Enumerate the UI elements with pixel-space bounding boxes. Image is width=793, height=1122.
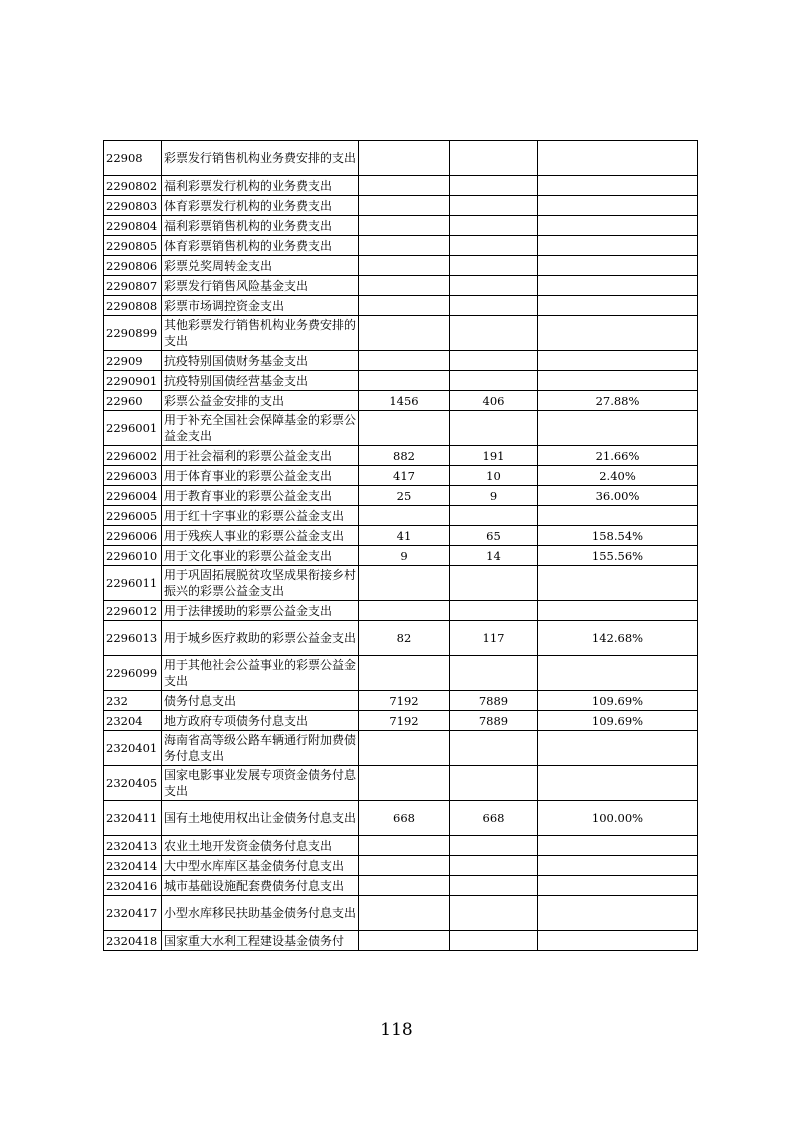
cell-ratio: 142.68% [538, 621, 698, 656]
table-row [104, 391, 698, 411]
table-row [104, 176, 698, 196]
cell-actual: 9 [450, 486, 538, 506]
cell-actual [450, 566, 538, 601]
cell-ratio [538, 656, 698, 691]
cell-name: 用于社会福利的彩票公益金支出 [162, 446, 359, 466]
cell-code: 2320405 [104, 766, 162, 801]
cell-ratio: 21.66% [538, 446, 698, 466]
table-row [104, 466, 698, 486]
cell-ratio [538, 196, 698, 216]
cell-name: 彩票发行销售风险基金支出 [162, 276, 359, 296]
cell-ratio [538, 141, 698, 176]
cell-budget: 7192 [359, 691, 450, 711]
cell-ratio: 27.88% [538, 391, 698, 411]
cell-actual: 117 [450, 621, 538, 656]
cell-ratio [538, 351, 698, 371]
table-row [104, 351, 698, 371]
cell-budget: 25 [359, 486, 450, 506]
cell-name: 用于红十字事业的彩票公益金支出 [162, 506, 359, 526]
table-row [104, 316, 698, 351]
cell-actual: 191 [450, 446, 538, 466]
cell-code: 2296001 [104, 411, 162, 446]
cell-name: 国有土地使用权出让金债务付息支出 [162, 801, 359, 836]
cell-ratio [538, 176, 698, 196]
cell-code: 2290802 [104, 176, 162, 196]
cell-ratio: 2.40% [538, 466, 698, 486]
table-row [104, 216, 698, 236]
cell-name: 大中型水库库区基金债务付息支出 [162, 856, 359, 876]
cell-budget: 668 [359, 801, 450, 836]
cell-budget [359, 856, 450, 876]
cell-code: 2296006 [104, 526, 162, 546]
cell-budget [359, 351, 450, 371]
cell-ratio [538, 411, 698, 446]
cell-ratio [538, 931, 698, 951]
cell-name: 用于残疾人事业的彩票公益金支出 [162, 526, 359, 546]
cell-code: 22909 [104, 351, 162, 371]
cell-code: 2320417 [104, 896, 162, 931]
cell-name: 福利彩票销售机构的业务费支出 [162, 216, 359, 236]
cell-actual [450, 411, 538, 446]
cell-name: 国家电影事业发展专项资金债务付息支出 [162, 766, 359, 801]
cell-actual: 10 [450, 466, 538, 486]
cell-code: 22960 [104, 391, 162, 411]
cell-actual [450, 351, 538, 371]
budget-table [103, 140, 698, 951]
cell-code: 2290805 [104, 236, 162, 256]
cell-name: 用于补充全国社会保障基金的彩票公益金支出 [162, 411, 359, 446]
table-row [104, 876, 698, 896]
cell-ratio: 155.56% [538, 546, 698, 566]
table-row [104, 801, 698, 836]
table-row [104, 836, 698, 856]
table-row [104, 766, 698, 801]
cell-actual: 7889 [450, 691, 538, 711]
cell-ratio [538, 276, 698, 296]
cell-actual [450, 276, 538, 296]
cell-name: 用于巩固拓展脱贫攻坚成果衔接乡村振兴的彩票公益金支出 [162, 566, 359, 601]
cell-actual [450, 601, 538, 621]
cell-ratio [538, 316, 698, 351]
cell-budget [359, 276, 450, 296]
cell-budget [359, 566, 450, 601]
cell-budget [359, 141, 450, 176]
cell-ratio: 100.00% [538, 801, 698, 836]
cell-budget: 1456 [359, 391, 450, 411]
cell-actual: 406 [450, 391, 538, 411]
cell-ratio [538, 876, 698, 896]
table-row [104, 196, 698, 216]
cell-actual [450, 856, 538, 876]
cell-actual [450, 256, 538, 276]
cell-code: 2290807 [104, 276, 162, 296]
cell-budget: 9 [359, 546, 450, 566]
cell-budget [359, 656, 450, 691]
cell-name: 城市基础设施配套费债务付息支出 [162, 876, 359, 896]
cell-actual [450, 931, 538, 951]
cell-code: 2320416 [104, 876, 162, 896]
cell-code: 2290899 [104, 316, 162, 351]
cell-code: 2320413 [104, 836, 162, 856]
cell-name: 用于体育事业的彩票公益金支出 [162, 466, 359, 486]
cell-name: 抗疫特别国债经营基金支出 [162, 371, 359, 391]
table-row [104, 896, 698, 931]
cell-budget [359, 731, 450, 766]
cell-code: 2296012 [104, 601, 162, 621]
cell-ratio: 158.54% [538, 526, 698, 546]
cell-code: 2290808 [104, 296, 162, 316]
cell-budget [359, 766, 450, 801]
table-row [104, 601, 698, 621]
cell-budget [359, 876, 450, 896]
cell-name: 其他彩票发行销售机构业务费安排的支出 [162, 316, 359, 351]
table-row [104, 856, 698, 876]
cell-code: 2296099 [104, 656, 162, 691]
cell-code: 2296010 [104, 546, 162, 566]
table-row [104, 486, 698, 506]
cell-budget: 82 [359, 621, 450, 656]
cell-code: 2290901 [104, 371, 162, 391]
cell-name: 彩票公益金安排的支出 [162, 391, 359, 411]
table-row [104, 296, 698, 316]
cell-actual: 14 [450, 546, 538, 566]
cell-ratio [538, 256, 698, 276]
cell-name: 福利彩票发行机构的业务费支出 [162, 176, 359, 196]
table-row [104, 731, 698, 766]
cell-name: 抗疫特别国债财务基金支出 [162, 351, 359, 371]
cell-name: 用于城乡医疗救助的彩票公益金支出 [162, 621, 359, 656]
cell-budget [359, 896, 450, 931]
cell-budget [359, 256, 450, 276]
table-row [104, 446, 698, 466]
cell-name: 国家重大水利工程建设基金债务付 [162, 931, 359, 951]
cell-actual [450, 876, 538, 896]
cell-code: 2290806 [104, 256, 162, 276]
cell-name: 彩票市场调控资金支出 [162, 296, 359, 316]
table-row [104, 566, 698, 601]
cell-budget [359, 296, 450, 316]
cell-ratio: 109.69% [538, 691, 698, 711]
cell-budget [359, 506, 450, 526]
cell-name: 用于法律援助的彩票公益金支出 [162, 601, 359, 621]
table-row [104, 931, 698, 951]
cell-actual [450, 836, 538, 856]
table-row [104, 236, 698, 256]
cell-code: 2296004 [104, 486, 162, 506]
cell-budget [359, 601, 450, 621]
cell-actual: 65 [450, 526, 538, 546]
cell-budget [359, 371, 450, 391]
cell-budget [359, 196, 450, 216]
cell-ratio [538, 216, 698, 236]
cell-ratio: 36.00% [538, 486, 698, 506]
cell-name: 彩票兑奖周转金支出 [162, 256, 359, 276]
cell-budget [359, 216, 450, 236]
cell-code: 2290804 [104, 216, 162, 236]
table-row [104, 691, 698, 711]
cell-code: 2320418 [104, 931, 162, 951]
cell-code: 22908 [104, 141, 162, 176]
cell-actual: 668 [450, 801, 538, 836]
cell-actual [450, 371, 538, 391]
cell-actual [450, 731, 538, 766]
cell-actual [450, 236, 538, 256]
cell-ratio: 109.69% [538, 711, 698, 731]
page-number: 118 [380, 1020, 413, 1040]
cell-actual [450, 216, 538, 236]
cell-name: 用于其他社会公益事业的彩票公益金支出 [162, 656, 359, 691]
table-row [104, 141, 698, 176]
cell-budget [359, 176, 450, 196]
cell-code: 2296013 [104, 621, 162, 656]
table-row [104, 546, 698, 566]
cell-code: 2320414 [104, 856, 162, 876]
cell-actual [450, 656, 538, 691]
cell-actual [450, 196, 538, 216]
table-row [104, 411, 698, 446]
cell-actual [450, 896, 538, 931]
cell-ratio [538, 506, 698, 526]
table-row [104, 656, 698, 691]
cell-ratio [538, 371, 698, 391]
table-row [104, 371, 698, 391]
cell-name: 用于教育事业的彩票公益金支出 [162, 486, 359, 506]
cell-name: 用于文化事业的彩票公益金支出 [162, 546, 359, 566]
cell-name: 彩票发行销售机构业务费安排的支出 [162, 141, 359, 176]
cell-ratio [538, 856, 698, 876]
cell-code: 2320401 [104, 731, 162, 766]
cell-budget: 882 [359, 446, 450, 466]
cell-name: 地方政府专项债务付息支出 [162, 711, 359, 731]
table-row [104, 711, 698, 731]
cell-code: 2296002 [104, 446, 162, 466]
cell-ratio [538, 296, 698, 316]
table-row [104, 276, 698, 296]
cell-budget: 7192 [359, 711, 450, 731]
table-body [104, 141, 698, 951]
cell-ratio [538, 836, 698, 856]
cell-budget [359, 931, 450, 951]
cell-code: 232 [104, 691, 162, 711]
cell-code: 2290803 [104, 196, 162, 216]
table-row [104, 621, 698, 656]
cell-actual [450, 506, 538, 526]
cell-code: 2296005 [104, 506, 162, 526]
cell-budget: 417 [359, 466, 450, 486]
cell-name: 债务付息支出 [162, 691, 359, 711]
table-row [104, 526, 698, 546]
cell-name: 农业土地开发资金债务付息支出 [162, 836, 359, 856]
cell-ratio [538, 236, 698, 256]
cell-actual [450, 296, 538, 316]
table-row [104, 506, 698, 526]
cell-actual [450, 766, 538, 801]
cell-ratio [538, 896, 698, 931]
cell-budget [359, 236, 450, 256]
cell-actual [450, 141, 538, 176]
cell-ratio [538, 566, 698, 601]
cell-code: 2320411 [104, 801, 162, 836]
cell-ratio [538, 731, 698, 766]
cell-budget [359, 411, 450, 446]
cell-code: 2296003 [104, 466, 162, 486]
cell-ratio [538, 766, 698, 801]
table-row [104, 256, 698, 276]
cell-budget: 41 [359, 526, 450, 546]
cell-actual: 7889 [450, 711, 538, 731]
cell-actual [450, 176, 538, 196]
cell-code: 2296011 [104, 566, 162, 601]
cell-name: 海南省高等级公路车辆通行附加费债务付息支出 [162, 731, 359, 766]
cell-actual [450, 316, 538, 351]
cell-name: 体育彩票发行机构的业务费支出 [162, 196, 359, 216]
cell-budget [359, 316, 450, 351]
cell-ratio [538, 601, 698, 621]
cell-budget [359, 836, 450, 856]
cell-name: 小型水库移民扶助基金债务付息支出 [162, 896, 359, 931]
cell-name: 体育彩票销售机构的业务费支出 [162, 236, 359, 256]
cell-code: 23204 [104, 711, 162, 731]
